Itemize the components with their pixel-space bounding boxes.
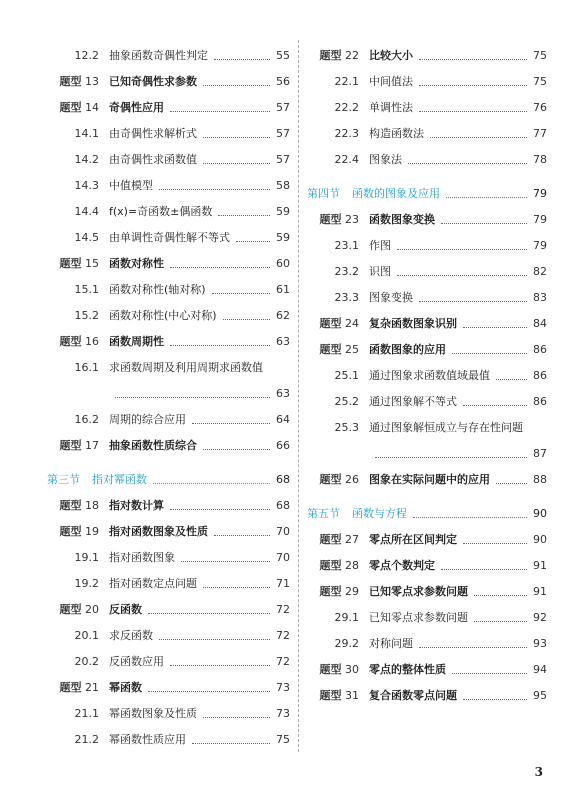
topic-label: 题型 <box>319 343 342 356</box>
page-ref: 86 <box>533 343 547 356</box>
topic-index: 23 <box>345 213 359 226</box>
page-ref: 66 <box>276 439 290 452</box>
page-ref: 70 <box>276 525 290 538</box>
sub-title: 对称问题 <box>369 637 413 650</box>
sub-number: 21.2 <box>74 733 99 746</box>
topic-title: 函数对称性 <box>109 257 164 270</box>
page-ref: 72 <box>276 603 290 616</box>
toc-topic-entry[interactable] <box>47 675 290 701</box>
topic-index: 17 <box>85 439 99 452</box>
dot-leader <box>170 509 270 510</box>
topic-label: 题型 <box>59 101 82 114</box>
dot-leader <box>397 275 527 276</box>
column-divider <box>298 40 299 752</box>
sub-title: 反函数应用 <box>109 655 164 668</box>
toc-sub-entry[interactable] <box>47 173 290 199</box>
toc-sub-entry[interactable] <box>47 545 290 571</box>
topic-index: 24 <box>345 317 359 330</box>
section-gap <box>307 173 547 181</box>
sub-number: 19.2 <box>74 577 99 590</box>
topic-title: 已知零点求参数问题 <box>369 585 468 598</box>
topic-number <box>47 675 99 701</box>
sub-title: 抽象函数奇偶性判定 <box>109 49 208 62</box>
sub-number: 21.1 <box>74 707 99 720</box>
sub-title: 幂函数图象及性质 <box>109 707 197 720</box>
sub-title: 图象变换 <box>369 291 413 304</box>
topic-title: 指对函数图象及性质 <box>109 525 208 538</box>
dot-leader <box>170 111 270 112</box>
topic-number <box>47 597 99 623</box>
sub-number: 14.1 <box>74 127 99 140</box>
topic-label: 题型 <box>319 533 342 546</box>
entry-text-line <box>47 355 290 381</box>
topic-title: 复杂函数图象识别 <box>369 317 457 330</box>
sub-number: 16.1 <box>74 361 99 374</box>
dot-leader <box>419 111 527 112</box>
page-ref: 90 <box>533 533 547 546</box>
dot-leader <box>474 621 527 622</box>
topic-title: 抽象函数性质综合 <box>109 439 197 452</box>
dot-leader <box>203 163 270 164</box>
topic-number <box>307 657 359 683</box>
toc-sub-entry[interactable] <box>307 415 547 467</box>
page-ref: 72 <box>276 629 290 642</box>
topic-index: 16 <box>85 335 99 348</box>
dot-leader <box>181 561 270 562</box>
toc-topic-entry[interactable] <box>307 43 547 69</box>
toc-sub-entry[interactable] <box>47 355 290 407</box>
sub-number: 19.1 <box>74 551 99 564</box>
sub-number: 22.3 <box>334 127 359 140</box>
sub-title: 通过图象解不等式 <box>369 395 457 408</box>
sub-number: 22.4 <box>334 153 359 166</box>
page-ref: 55 <box>276 49 290 62</box>
toc-sub-entry[interactable] <box>47 225 290 251</box>
dot-leader <box>153 483 270 484</box>
sub-number: 23.3 <box>334 291 359 304</box>
dot-leader <box>441 569 527 570</box>
page-ref: 83 <box>533 291 547 304</box>
toc-topic-entry[interactable] <box>47 519 290 545</box>
dot-leader <box>203 717 270 718</box>
dot-leader <box>408 163 527 164</box>
dot-leader <box>419 59 527 60</box>
topic-title: 零点个数判定 <box>369 559 435 572</box>
sub-number: 22.2 <box>334 101 359 114</box>
topic-label: 题型 <box>319 689 342 702</box>
toc-topic-entry[interactable] <box>307 207 547 233</box>
sub-title: 求函数周期及利用周期求函数值 <box>109 361 263 374</box>
dot-leader <box>115 397 270 398</box>
toc-sub-entry[interactable] <box>47 623 290 649</box>
sub-title: 作图 <box>369 239 391 252</box>
sub-number: 23.2 <box>334 265 359 278</box>
topic-title: 幂函数 <box>109 681 142 694</box>
page-ref: 78 <box>533 153 547 166</box>
sub-title: 通过图象求函数值域最值 <box>369 369 490 382</box>
topic-index: 15 <box>85 257 99 270</box>
sub-title: f(x)=奇函数±偶函数 <box>109 205 213 218</box>
toc-topic-entry[interactable] <box>307 467 547 493</box>
toc-topic-entry[interactable] <box>47 493 290 519</box>
topic-number <box>307 467 359 493</box>
sub-number: 15.1 <box>74 283 99 296</box>
topic-title: 指对数计算 <box>109 499 164 512</box>
toc-topic-entry[interactable] <box>47 69 290 95</box>
topic-index: 31 <box>345 689 359 702</box>
page-ref: 61 <box>276 283 290 296</box>
page-ref: 76 <box>533 101 547 114</box>
page-ref: 92 <box>533 611 547 624</box>
page-ref: 87 <box>533 447 547 460</box>
toc-topic-entry[interactable] <box>47 597 290 623</box>
toc-topic-entry[interactable] <box>307 683 547 709</box>
topic-index: 26 <box>345 473 359 486</box>
sub-title: 已知零点求参数问题 <box>369 611 468 624</box>
sub-number: 20.2 <box>74 655 99 668</box>
toc-sub-entry[interactable] <box>307 233 547 259</box>
sub-title: 幂函数性质应用 <box>109 733 186 746</box>
dot-leader <box>496 483 527 484</box>
page-ref: 63 <box>276 387 290 400</box>
topic-title: 零点所在区间判定 <box>369 533 457 546</box>
page-ref: 59 <box>276 231 290 244</box>
dot-leader <box>452 673 527 674</box>
section-title: 函数与方程 <box>352 507 407 520</box>
topic-label: 题型 <box>59 335 82 348</box>
sub-title: 求反函数 <box>109 629 153 642</box>
page-ref: 68 <box>276 499 290 512</box>
dot-leader <box>192 743 270 744</box>
topic-label: 题型 <box>319 585 342 598</box>
sub-number: 15.2 <box>74 309 99 322</box>
page-ref: 70 <box>276 551 290 564</box>
topic-label: 题型 <box>59 499 82 512</box>
dot-leader <box>375 457 527 458</box>
toc-sub-entry[interactable] <box>307 147 547 173</box>
section-gap <box>307 493 547 501</box>
page-ref: 56 <box>276 75 290 88</box>
page-ref: 86 <box>533 369 547 382</box>
sub-number: 23.1 <box>334 239 359 252</box>
page-number: 3 <box>534 765 543 779</box>
toc-topic-entry[interactable] <box>307 527 547 553</box>
dot-leader <box>159 189 270 190</box>
toc-topic-entry[interactable] <box>307 579 547 605</box>
toc-sub-entry[interactable] <box>47 571 290 597</box>
toc-sub-entry[interactable] <box>307 285 547 311</box>
topic-index: 22 <box>345 49 359 62</box>
sub-number: 14.4 <box>74 205 99 218</box>
toc-sub-entry[interactable] <box>47 199 290 225</box>
topic-number <box>47 493 99 519</box>
sub-number: 25.2 <box>334 395 359 408</box>
page-ref: 73 <box>276 681 290 694</box>
dot-leader <box>419 647 527 648</box>
page-ref: 95 <box>533 689 547 702</box>
toc-topic-entry[interactable] <box>307 657 547 683</box>
topic-number <box>307 311 359 337</box>
toc-section-entry[interactable] <box>307 181 547 207</box>
dot-leader <box>170 345 270 346</box>
dot-leader <box>452 353 527 354</box>
toc-topic-entry[interactable] <box>307 311 547 337</box>
dot-leader <box>463 699 527 700</box>
sub-title: 中间值法 <box>369 75 413 88</box>
toc-sub-entry[interactable] <box>47 701 290 727</box>
toc-sub-entry[interactable] <box>307 121 547 147</box>
topic-index: 25 <box>345 343 359 356</box>
dot-leader <box>212 293 270 294</box>
toc-sub-entry[interactable] <box>47 277 290 303</box>
topic-label: 题型 <box>59 75 82 88</box>
section-gap <box>47 459 290 467</box>
topic-index: 30 <box>345 663 359 676</box>
topic-index: 28 <box>345 559 359 572</box>
topic-label: 题型 <box>59 439 82 452</box>
page-ref: 86 <box>533 395 547 408</box>
page-ref: 71 <box>276 577 290 590</box>
toc-sub-entry[interactable] <box>307 95 547 121</box>
dot-leader <box>474 595 527 596</box>
sub-title: 中值模型 <box>109 179 153 192</box>
page-ref: 91 <box>533 559 547 572</box>
toc-sub-entry[interactable] <box>47 407 290 433</box>
toc-sub-entry[interactable] <box>307 605 547 631</box>
toc-sub-entry[interactable] <box>307 363 547 389</box>
topic-number <box>47 329 99 355</box>
dot-leader <box>419 301 527 302</box>
toc-topic-entry[interactable] <box>47 95 290 121</box>
toc-sub-entry[interactable] <box>307 389 547 415</box>
dot-leader <box>148 691 270 692</box>
topic-label: 题型 <box>319 663 342 676</box>
topic-index: 19 <box>85 525 99 538</box>
page-ref: 90 <box>533 507 547 520</box>
dot-leader <box>170 665 270 666</box>
dot-leader <box>496 379 527 380</box>
sub-number: 25.3 <box>334 421 359 434</box>
topic-number <box>47 251 99 277</box>
toc-sub-entry[interactable] <box>47 121 290 147</box>
sub-title: 由单调性奇偶性解不等式 <box>109 231 230 244</box>
dot-leader <box>159 639 270 640</box>
dot-leader <box>430 137 527 138</box>
sub-title: 图象法 <box>369 153 402 166</box>
page-ref: 91 <box>533 585 547 598</box>
topic-index: 29 <box>345 585 359 598</box>
sub-title: 指对函数图象 <box>109 551 175 564</box>
topic-title: 复合函数零点问题 <box>369 689 457 702</box>
toc-sub-entry[interactable] <box>307 631 547 657</box>
page-ref: 94 <box>533 663 547 676</box>
topic-title: 函数图象变换 <box>369 213 435 226</box>
dot-leader <box>413 517 527 518</box>
toc-sub-entry[interactable] <box>47 43 290 69</box>
toc-sub-entry[interactable] <box>47 727 290 753</box>
dot-leader <box>203 449 270 450</box>
entry-text-line <box>307 415 547 441</box>
dot-leader <box>397 249 527 250</box>
page-ref: 77 <box>533 127 547 140</box>
topic-index: 27 <box>345 533 359 546</box>
section-label: 第五节 <box>307 507 340 520</box>
dot-leader <box>463 543 527 544</box>
topic-label: 题型 <box>59 681 82 694</box>
toc-sub-entry[interactable] <box>47 147 290 173</box>
page-ref: 57 <box>276 101 290 114</box>
topic-number <box>47 69 99 95</box>
toc-topic-entry[interactable] <box>307 553 547 579</box>
page-ref: 72 <box>276 655 290 668</box>
topic-title: 奇偶性应用 <box>109 101 164 114</box>
topic-index: 21 <box>85 681 99 694</box>
dot-leader <box>203 587 270 588</box>
page-ref: 79 <box>533 187 547 200</box>
topic-number <box>307 207 359 233</box>
sub-title: 识图 <box>369 265 391 278</box>
toc-topic-entry[interactable] <box>47 251 290 277</box>
sub-number: 14.2 <box>74 153 99 166</box>
page-ref: 58 <box>276 179 290 192</box>
page-ref: 75 <box>533 49 547 62</box>
dot-leader <box>192 423 270 424</box>
topic-number <box>47 519 99 545</box>
section-label: 第三节 <box>47 473 80 486</box>
page-ref: 93 <box>533 637 547 650</box>
sub-number: 29.2 <box>334 637 359 650</box>
sub-number: 12.2 <box>74 49 99 62</box>
sub-number: 14.5 <box>74 231 99 244</box>
sub-number: 14.3 <box>74 179 99 192</box>
topic-number <box>307 553 359 579</box>
topic-label: 题型 <box>319 49 342 62</box>
toc-topic-entry[interactable] <box>47 329 290 355</box>
page-ref: 73 <box>276 707 290 720</box>
page-ref: 63 <box>276 335 290 348</box>
topic-index: 18 <box>85 499 99 512</box>
toc-sub-entry[interactable] <box>47 649 290 675</box>
topic-number <box>307 579 359 605</box>
sub-number: 22.1 <box>334 75 359 88</box>
sub-title: 指对函数定点问题 <box>109 577 197 590</box>
dot-leader <box>214 59 270 60</box>
topic-title: 图象在实际问题中的应用 <box>369 473 490 486</box>
topic-title: 函数图象的应用 <box>369 343 446 356</box>
topic-index: 20 <box>85 603 99 616</box>
toc-left-column <box>47 43 290 753</box>
topic-title: 零点的整体性质 <box>369 663 446 676</box>
section-title: 函数的图象及应用 <box>352 187 440 200</box>
dot-leader <box>223 319 270 320</box>
toc-section-entry[interactable] <box>47 467 290 493</box>
page-ref: 64 <box>276 413 290 426</box>
page-ref: 82 <box>533 265 547 278</box>
topic-title: 函数周期性 <box>109 335 164 348</box>
topic-index: 13 <box>85 75 99 88</box>
page-ref: 84 <box>533 317 547 330</box>
dot-leader <box>236 241 270 242</box>
topic-title: 已知奇偶性求参数 <box>109 75 197 88</box>
page-ref: 68 <box>276 473 290 486</box>
dot-leader <box>463 327 527 328</box>
sub-title: 函数对称性(中心对称) <box>109 309 217 322</box>
topic-title: 比较大小 <box>369 49 413 62</box>
topic-number <box>307 527 359 553</box>
sub-title: 由奇偶性求解析式 <box>109 127 197 140</box>
page-ref: 79 <box>533 239 547 252</box>
page-ref: 59 <box>276 205 290 218</box>
dot-leader <box>148 613 270 614</box>
topic-label: 题型 <box>319 317 342 330</box>
topic-number <box>307 683 359 709</box>
dot-leader <box>419 85 527 86</box>
entry-dots-line <box>47 381 290 407</box>
topic-label: 题型 <box>319 559 342 572</box>
sub-title: 周期的综合应用 <box>109 413 186 426</box>
dot-leader <box>203 137 270 138</box>
sub-title: 由奇偶性求函数值 <box>109 153 197 166</box>
page-ref: 62 <box>276 309 290 322</box>
dot-leader <box>203 85 270 86</box>
entry-dots-line <box>307 441 547 467</box>
page-ref: 88 <box>533 473 547 486</box>
topic-label: 题型 <box>59 525 82 538</box>
page-ref: 75 <box>276 733 290 746</box>
dot-leader <box>214 535 270 536</box>
topic-number <box>307 337 359 363</box>
page-ref: 79 <box>533 213 547 226</box>
page-ref: 57 <box>276 153 290 166</box>
sub-number: 20.1 <box>74 629 99 642</box>
toc-sub-entry[interactable] <box>47 303 290 329</box>
sub-number: 29.1 <box>334 611 359 624</box>
sub-number: 25.1 <box>334 369 359 382</box>
toc-sub-entry[interactable] <box>307 259 547 285</box>
topic-index: 14 <box>85 101 99 114</box>
sub-title: 单调性法 <box>369 101 413 114</box>
topic-number <box>47 433 99 459</box>
sub-title: 函数对称性(轴对称) <box>109 283 206 296</box>
dot-leader <box>170 267 270 268</box>
dot-leader <box>218 215 270 216</box>
page-ref: 75 <box>533 75 547 88</box>
topic-number <box>47 95 99 121</box>
toc-sub-entry[interactable] <box>307 69 547 95</box>
dot-leader <box>463 405 527 406</box>
toc-right-column <box>307 43 547 709</box>
dot-leader <box>446 197 527 198</box>
topic-label: 题型 <box>319 213 342 226</box>
toc-topic-entry[interactable] <box>47 433 290 459</box>
topic-label: 题型 <box>59 257 82 270</box>
topic-title: 反函数 <box>109 603 142 616</box>
toc-section-entry[interactable] <box>307 501 547 527</box>
toc-topic-entry[interactable] <box>307 337 547 363</box>
sub-title: 通过图象解恒成立与存在性问题 <box>369 421 523 434</box>
topic-number <box>307 43 359 69</box>
topic-label: 题型 <box>319 473 342 486</box>
sub-title: 构造函数法 <box>369 127 424 140</box>
page-ref: 60 <box>276 257 290 270</box>
page-ref: 57 <box>276 127 290 140</box>
topic-label: 题型 <box>59 603 82 616</box>
section-label: 第四节 <box>307 187 340 200</box>
dot-leader <box>441 223 527 224</box>
sub-number: 16.2 <box>74 413 99 426</box>
section-title: 指对幂函数 <box>92 473 147 486</box>
